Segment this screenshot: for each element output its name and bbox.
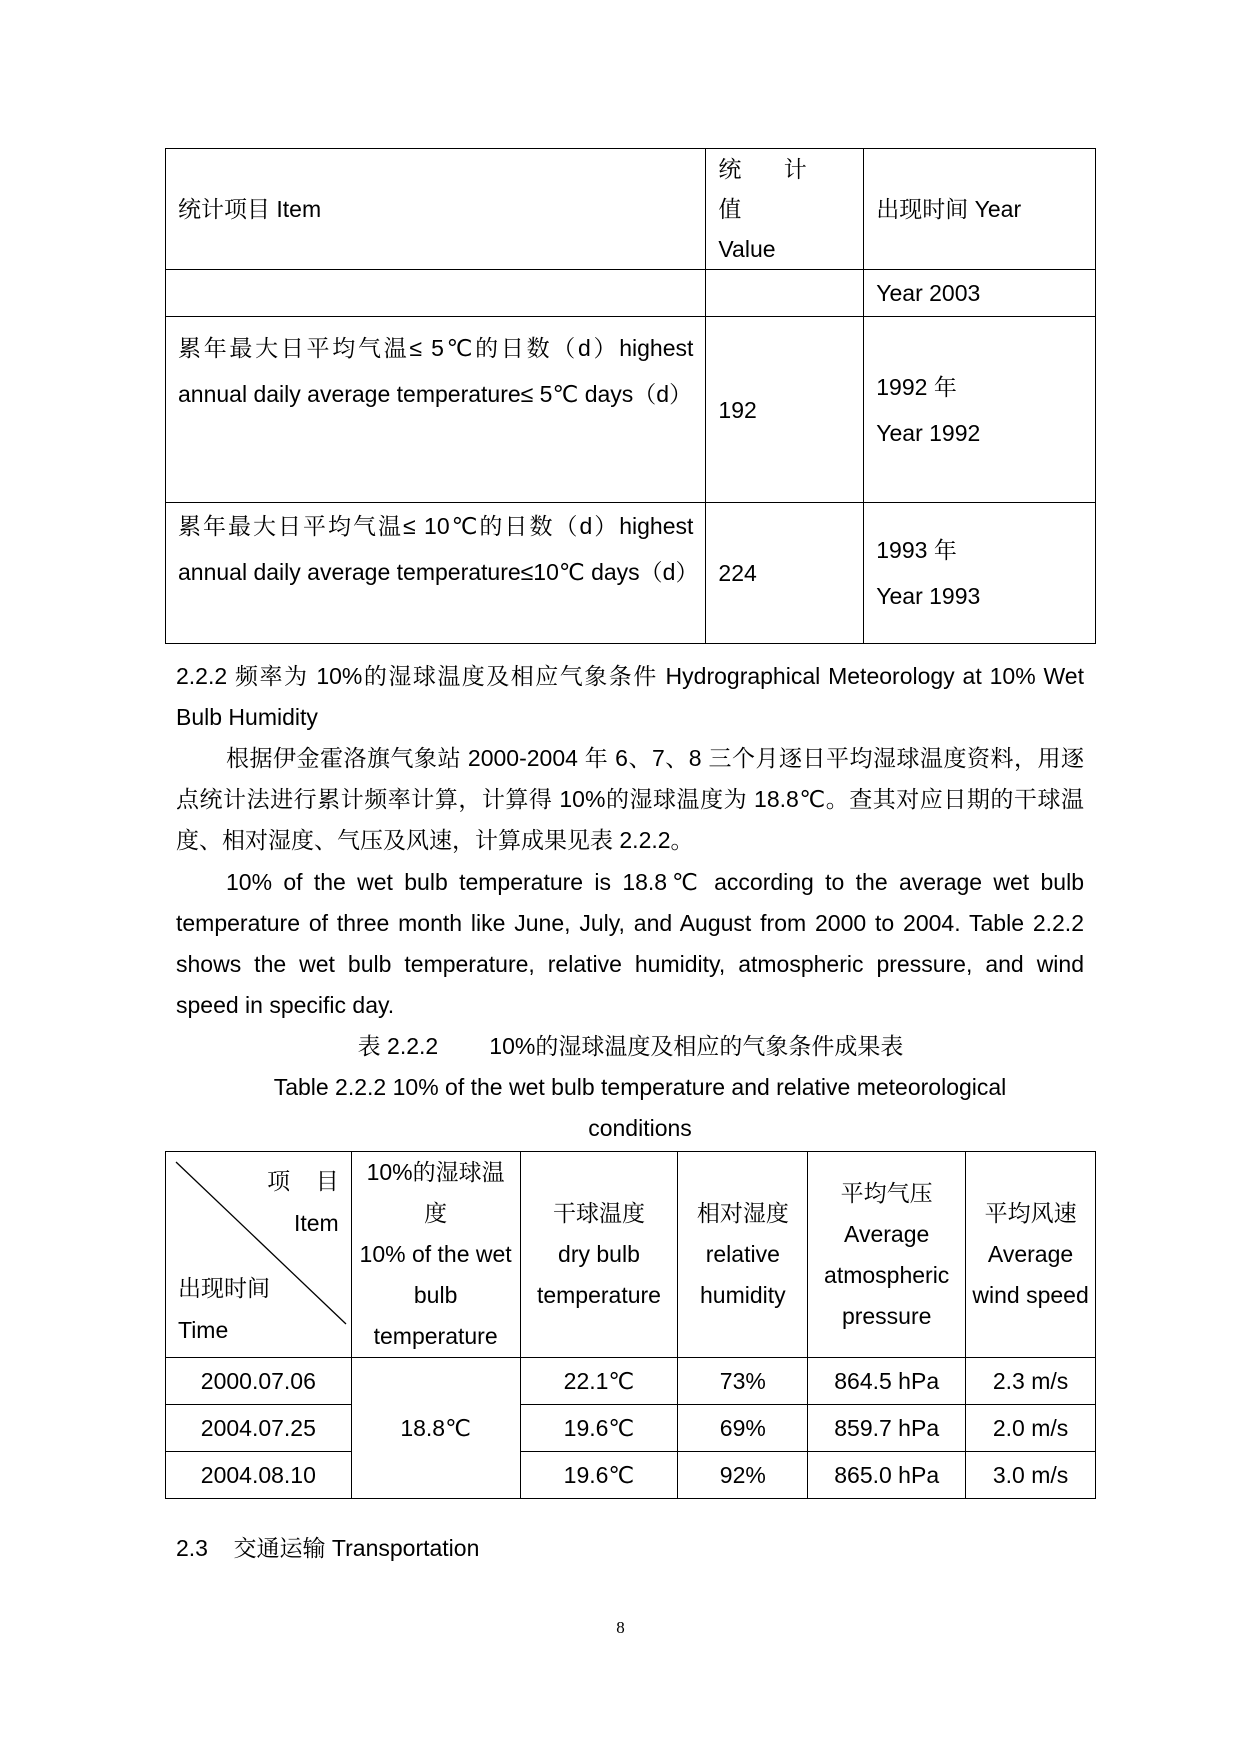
section-heading-2-3: 2.3 交通运输 Transportation xyxy=(176,1535,480,1561)
cell-wind: 2.3 m/s xyxy=(966,1358,1096,1405)
header-wet-bulb xyxy=(351,1152,520,1358)
corner-item-en: Item xyxy=(293,1210,339,1236)
header-pressure xyxy=(808,1152,966,1358)
year-zh: 1993 年 xyxy=(876,537,957,563)
cell-item xyxy=(166,503,706,644)
header-en: dry bulb temperature xyxy=(536,1241,661,1308)
cell-item xyxy=(166,270,706,317)
cell-wind: 2.0 m/s xyxy=(966,1405,1096,1452)
cell-dry: 22.1℃ xyxy=(520,1358,678,1405)
page-number: 8 xyxy=(616,1618,625,1637)
header-year: 出现时间 Year xyxy=(864,149,1096,270)
header-zh: 10%的湿球温度 xyxy=(366,1159,505,1226)
header-en: Average atmospheric pressure xyxy=(824,1220,950,1329)
item-text: 累年最大日平均气温≤ 10℃的日数（d）highest annual daily average temperature≤10℃ days（d） xyxy=(178,513,699,585)
header-zh: 相对湿度 xyxy=(696,1200,789,1226)
cell-value: 224 xyxy=(706,503,864,644)
wet-bulb-table xyxy=(165,1151,1096,1499)
header-item: 统计项目 Item xyxy=(166,149,706,270)
corner-item xyxy=(267,1160,339,1244)
cell-wind: 3.0 m/s xyxy=(966,1452,1096,1499)
header-en: relative humidity xyxy=(699,1241,786,1308)
header-value xyxy=(706,149,864,270)
cell-wet-bulb: 18.8℃ xyxy=(351,1358,520,1499)
cell-date: 2000.07.06 xyxy=(166,1358,352,1405)
header-en: Average wind speed xyxy=(972,1241,1089,1308)
header-zh: 干球温度 xyxy=(552,1200,645,1226)
table-caption-zh: 表 2.2.2 10%的湿球温度及相应的气象条件成果表 xyxy=(357,1033,904,1059)
cell-pressure: 865.0 hPa xyxy=(808,1452,966,1499)
cell-pressure: 859.7 hPa xyxy=(808,1405,966,1452)
cell-value: 192 xyxy=(706,317,864,503)
year-en: Year 1993 xyxy=(876,583,981,609)
header-zh: 平均风速 xyxy=(984,1200,1077,1226)
cell-rh: 92% xyxy=(678,1452,808,1499)
corner-item-zh: 项 目 xyxy=(267,1168,339,1194)
corner-header xyxy=(166,1152,352,1358)
cell-rh: 73% xyxy=(678,1358,808,1405)
header-value-zh: 统 计 值 xyxy=(718,156,825,222)
cell-dry: 19.6℃ xyxy=(520,1405,678,1452)
corner-time xyxy=(178,1267,270,1351)
header-value-en: Value xyxy=(718,236,776,262)
cell-date: 2004.08.10 xyxy=(166,1452,352,1499)
section-heading-2-2-2: 2.2.2 频率为 10%的湿球温度及相应气象条件 Hydrographical Meteorology at 10% Wet Bulb Humidity xyxy=(176,663,1084,730)
year-zh: 1992 年 xyxy=(876,373,957,400)
header-wind xyxy=(966,1152,1096,1358)
cell-rh: 69% xyxy=(678,1405,808,1452)
cell-year xyxy=(864,317,1096,503)
paragraph-zh: 根据伊金霍洛旗气象站 2000-2004 年 6、7、8 三个月逐日平均湿球温度资料，用逐点统计法进行累计频率计算，计算得 10%的湿球温度为 18.8℃。查其对应日期的干球温度、相对湿度、气压及风速，计算成果见表 2.2.2。 xyxy=(176,745,1084,853)
item-text: 累年最大日平均气温≤ 5℃的日数（d）highest annual daily average temperature≤ 5℃ days（d） xyxy=(178,335,694,407)
cell-pressure: 864.5 hPa xyxy=(808,1358,966,1405)
header-en: 10% of the wet bulb temperature xyxy=(359,1241,512,1349)
cell-item xyxy=(166,317,706,503)
cell-year xyxy=(864,503,1096,644)
corner-time-en: Time xyxy=(178,1317,229,1343)
corner-time-zh: 出现时间 xyxy=(178,1275,270,1301)
table-caption-en xyxy=(240,1067,1040,1149)
cell-year: Year 2003 xyxy=(864,270,1096,317)
cell-dry: 19.6℃ xyxy=(520,1452,678,1499)
year-en: Year 1992 xyxy=(876,419,981,446)
table-caption-en-text: Table 2.2.2 10% of the wet bulb temperature and relative meteorological conditions xyxy=(273,1074,1007,1141)
header-zh: 平均气压 xyxy=(840,1179,933,1206)
paragraph-en: 10% of the wet bulb temperature is 18.8℃ according to the average wet bulb temperature of three month like June, July, and August from 2000 to 2004. Table 2.2.2 shows the wet bulb temperature, relative humidity, atmospheric pressure, and wind speed in specific day. xyxy=(176,869,1084,1018)
cell-date: 2004.07.25 xyxy=(166,1405,352,1452)
statistics-table xyxy=(165,148,1096,644)
cell-value xyxy=(706,270,864,317)
header-dry-bulb xyxy=(520,1152,678,1358)
header-humidity xyxy=(678,1152,808,1358)
